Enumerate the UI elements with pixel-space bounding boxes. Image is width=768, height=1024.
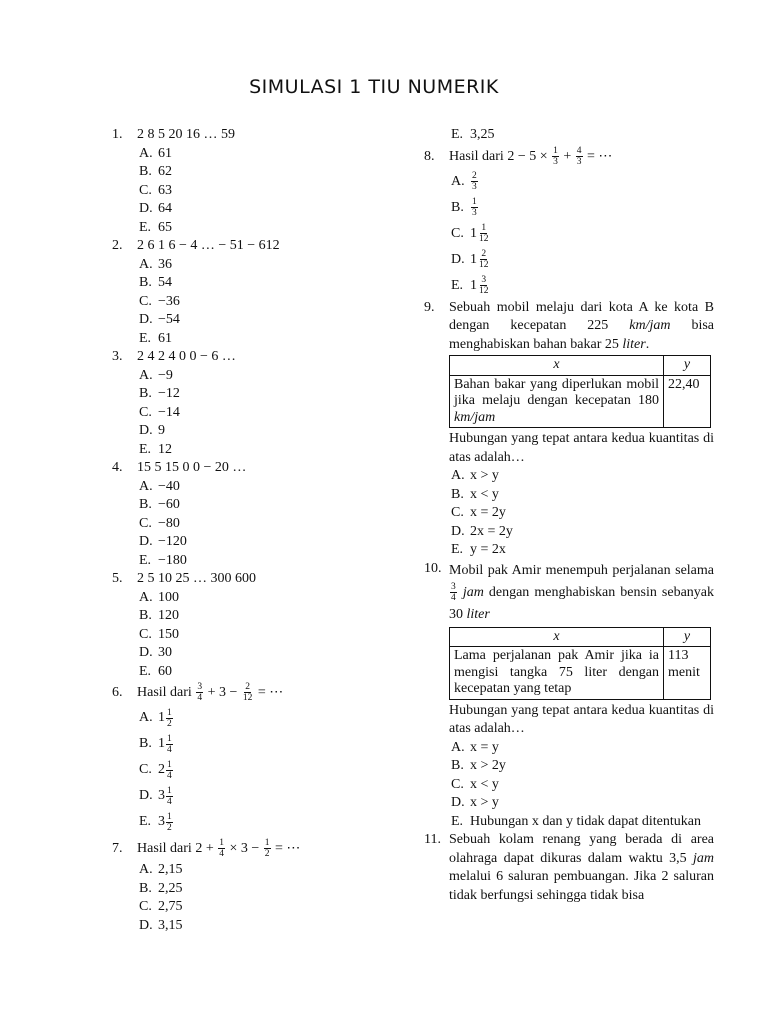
numerator: 1: [167, 811, 172, 822]
option-letter: D.: [139, 312, 153, 327]
option-text: 2x = 2y: [470, 523, 513, 539]
option-letter: E.: [139, 219, 152, 235]
option-text: Hubungan x dan y tidak dapat ditentukan: [470, 813, 701, 829]
option-text: x > y: [470, 795, 499, 810]
text-part: bisa menghabiskan bahan bakar 25: [449, 318, 715, 352]
question-prefix: Hasil dari 2 +: [137, 841, 214, 856]
option-a: [139, 145, 342, 164]
option-c: [139, 182, 342, 201]
option-a: [451, 739, 714, 758]
question-text: 2 4 2 4 0 0 − 6 …: [137, 349, 236, 364]
option-a: [139, 478, 342, 497]
option-e: [139, 663, 342, 682]
option-d: [139, 917, 342, 936]
option-text: 62: [158, 164, 172, 179]
fraction: [264, 838, 271, 859]
text-part: dengan menghabiskan bensin sebanyak 30: [449, 584, 714, 622]
question-6: [112, 681, 342, 835]
fraction: [471, 171, 478, 192]
option-text: 9: [158, 423, 165, 438]
question-text: [449, 831, 714, 905]
option-c: [139, 404, 342, 423]
numerator: 2: [245, 682, 250, 693]
fraction: [166, 786, 173, 807]
option-letter: D.: [139, 201, 153, 216]
question-number: 7.: [112, 841, 123, 856]
option-text: 12: [158, 441, 172, 457]
option-d: [139, 200, 342, 219]
option-d: [139, 422, 342, 441]
option-letter: D.: [451, 795, 465, 810]
option-text: 3,25: [470, 127, 495, 142]
option-letter: C.: [451, 505, 464, 520]
cell-x: Lama perjalanan pak Amir jika ia mengisi tangka 75 liter dengan kecepatan yang tetap: [450, 647, 664, 700]
option-c: [139, 626, 342, 645]
option-letter: D.: [451, 523, 465, 539]
option-e: [139, 809, 342, 835]
option-d: [139, 644, 342, 663]
denominator: 3: [472, 182, 477, 192]
option-letter: E.: [451, 127, 464, 142]
question-number: 10.: [424, 560, 442, 576]
fraction: [576, 146, 583, 167]
option-letter: A.: [451, 173, 465, 189]
question-text: 2 6 1 6 − 4 … − 51 − 612: [137, 238, 280, 253]
option-letter: E.: [139, 814, 152, 829]
numerator: 2: [472, 171, 477, 181]
option-text: x < y: [470, 776, 499, 792]
options-list: [112, 367, 342, 460]
option-b: [139, 496, 342, 515]
unit: jam: [462, 584, 484, 600]
option-text: 3,15: [158, 917, 183, 933]
question-4: [112, 459, 342, 570]
option-d: [451, 523, 714, 542]
fraction: [166, 734, 173, 755]
question-text: [449, 560, 714, 626]
option-text: 64: [158, 201, 172, 216]
option-text: 36: [158, 256, 172, 272]
option-e: [451, 273, 714, 299]
option-text: 61: [158, 145, 172, 161]
option-text: −120: [158, 534, 187, 549]
option-letter: C.: [139, 762, 152, 777]
option-b: [139, 731, 342, 757]
whole-part: 1: [158, 736, 165, 751]
question-number: 2.: [112, 238, 123, 253]
whole-part: 3: [158, 788, 165, 803]
option-text: y = 2x: [470, 542, 506, 557]
question-number: 6.: [112, 685, 123, 700]
options-list: [112, 256, 342, 349]
cell-x: [450, 375, 664, 428]
operator: × 3 −: [229, 841, 260, 856]
numerator: 1: [472, 197, 477, 207]
option-letter: E.: [451, 813, 464, 829]
question-7: [112, 837, 342, 935]
options-list: [112, 861, 342, 935]
fraction: [166, 812, 173, 833]
option-e: [451, 541, 714, 560]
denominator: 12: [479, 286, 489, 296]
option-letter: C.: [139, 899, 152, 914]
option-c: [139, 898, 342, 917]
question-prefix: Hasil dari: [137, 685, 192, 700]
unit: liter: [466, 606, 490, 622]
option-letter: B.: [139, 608, 152, 623]
text-part: melalui 6 saluran pembuangan. Jika 2 saluran tidak berfungsi sehingga tidak bisa: [449, 869, 714, 903]
fraction: [166, 760, 173, 781]
option-letter: E.: [139, 330, 152, 346]
text-part: Sebuah mobil melaju dari kota A ke kota B dengan kecepatan 225: [449, 299, 714, 333]
option-a: [451, 169, 714, 195]
option-text: 60: [158, 663, 172, 679]
option-letter: A.: [139, 256, 153, 272]
option-letter: D.: [139, 423, 153, 438]
unit: km/jam: [454, 409, 496, 425]
option-letter: B.: [139, 736, 152, 751]
option-letter: A.: [139, 862, 153, 877]
option-a: [139, 589, 342, 608]
option-a: [451, 467, 714, 486]
option-letter: C.: [139, 626, 152, 642]
option-letter: C.: [139, 515, 152, 531]
option-letter: B.: [139, 164, 152, 179]
equals: = ⋯: [257, 685, 284, 700]
text-part: Sebuah kolam renang yang berada di area olahraga dapat dikuras dalam waktu 3,5: [449, 832, 714, 866]
option-e: [139, 441, 342, 460]
question-1: [112, 126, 342, 237]
text-part: Mobil pak Amir menempuh perjalanan selama: [449, 562, 714, 578]
denominator: 3: [553, 156, 558, 167]
fraction: [478, 249, 490, 270]
right-column: [424, 126, 714, 905]
options-list: [424, 467, 714, 560]
question-text: [137, 837, 342, 861]
option-letter: D.: [139, 917, 153, 933]
option-b: [139, 274, 342, 293]
option-text: x = y: [470, 739, 499, 755]
fraction: [242, 682, 254, 703]
option-text: 30: [158, 645, 172, 660]
option-letter: A.: [451, 739, 465, 755]
option-a: [139, 367, 342, 386]
fraction: [471, 197, 478, 218]
denominator: 4: [451, 592, 456, 603]
fraction: [166, 708, 173, 729]
question-text: 2 8 5 20 16 … 59: [137, 127, 235, 142]
quantity-table: [449, 355, 711, 428]
option-d: [451, 247, 714, 273]
denominator: 4: [167, 744, 172, 755]
option-text: −36: [158, 293, 180, 309]
option-letter: B.: [139, 497, 152, 512]
question-text: 15 5 15 0 0 − 20 …: [137, 460, 247, 475]
operator: +: [563, 148, 572, 164]
option-e: [139, 219, 342, 238]
options-list-extra: [424, 813, 714, 832]
option-a: [139, 256, 342, 275]
option-text: x = 2y: [470, 505, 506, 520]
option-text: x > 2y: [470, 758, 506, 773]
header-x: x: [450, 356, 664, 376]
question-10: [424, 560, 714, 832]
option-b: [139, 163, 342, 182]
denominator: 4: [167, 770, 172, 781]
option-letter: B.: [139, 386, 152, 401]
whole-part: 1: [470, 225, 477, 241]
option-text: −60: [158, 497, 180, 512]
cell-y: 113 menit: [664, 647, 711, 700]
option-letter: C.: [139, 293, 152, 309]
question-prompt: Hubungan yang tepat antara kedua kuantitas di atas adalah…: [449, 431, 714, 465]
option-letter: E.: [139, 663, 152, 679]
option-c: [139, 293, 342, 312]
option-text: 65: [158, 219, 172, 235]
option-a: [139, 705, 342, 731]
option-letter: C.: [139, 404, 152, 420]
option-letter: E.: [451, 277, 464, 293]
whole-part: 1: [470, 277, 477, 293]
header-x: x: [450, 627, 664, 647]
option-text: x < y: [470, 486, 499, 502]
question-number: 5.: [112, 571, 123, 586]
option-letter: D.: [139, 534, 153, 549]
option-b: [139, 880, 342, 899]
option-text: −9: [158, 367, 173, 383]
numerator: 3: [481, 275, 487, 285]
fraction: [552, 146, 559, 167]
options-list: [112, 705, 342, 835]
option-text: 2,25: [158, 880, 183, 896]
numerator: 1: [167, 785, 172, 796]
header-y: y: [664, 627, 711, 647]
question-number: 4.: [112, 460, 123, 475]
left-column: [112, 126, 342, 935]
option-c: [451, 776, 714, 795]
option-text: −14: [158, 404, 180, 420]
option-text: −80: [158, 515, 180, 531]
option-letter: A.: [451, 468, 465, 483]
option-letter: A.: [139, 478, 153, 494]
option-e: [139, 330, 342, 349]
option-letter: C.: [451, 225, 464, 241]
option-text: 2,75: [158, 899, 183, 914]
numerator: 1: [219, 838, 224, 849]
options-list-continued: [424, 126, 714, 145]
numerator: 1: [264, 838, 270, 849]
denominator: 12: [242, 693, 253, 704]
question-text: [449, 299, 714, 355]
operator: + 3 −: [207, 685, 238, 700]
option-b: [451, 486, 714, 505]
option-letter: E.: [139, 441, 152, 457]
header-y: y: [664, 356, 711, 376]
option-letter: A.: [139, 367, 153, 383]
options-list: [112, 478, 342, 571]
question-5: [112, 570, 342, 681]
unit: km/jam: [629, 318, 671, 333]
fraction: [478, 275, 490, 296]
question-number: 1.: [112, 127, 123, 142]
option-text: 61: [158, 330, 172, 346]
option-e: [451, 813, 714, 832]
option-e: [451, 126, 714, 145]
option-text: 120: [158, 608, 179, 623]
option-e: [139, 552, 342, 571]
option-letter: B.: [451, 199, 464, 215]
options-list: [424, 169, 714, 299]
option-a: [139, 861, 342, 880]
options-list: [424, 739, 714, 813]
unit: liter: [622, 336, 646, 352]
fraction: [450, 582, 457, 603]
option-letter: A.: [139, 145, 153, 161]
option-d: [139, 533, 342, 552]
option-letter: A.: [139, 710, 153, 725]
option-c: [451, 221, 714, 247]
option-d: [451, 794, 714, 813]
option-b: [139, 607, 342, 626]
option-text: 150: [158, 626, 179, 642]
numerator: 3: [197, 682, 203, 693]
denominator: 2: [167, 718, 172, 729]
option-letter: D.: [451, 251, 465, 267]
option-b: [451, 757, 714, 776]
question-8: [424, 145, 714, 299]
question-prompt: Hubungan yang tepat antara kedua kuantitas di atas adalah…: [449, 702, 714, 736]
option-letter: B.: [139, 275, 152, 290]
option-text: −54: [158, 312, 180, 327]
options-list: [112, 145, 342, 238]
denominator: 4: [197, 693, 203, 704]
question-3: [112, 348, 342, 459]
option-text: x > y: [470, 468, 499, 483]
question-2: [112, 237, 342, 348]
denominator: 4: [219, 849, 224, 860]
question-text: [137, 681, 342, 705]
denominator: 2: [167, 822, 172, 833]
text-part: .: [645, 336, 650, 352]
option-text: −180: [158, 552, 187, 568]
cell-y: 22,40: [664, 375, 711, 428]
option-letter: B.: [139, 880, 152, 896]
numerator: 3: [451, 581, 456, 592]
question-number: 9.: [424, 299, 435, 315]
denominator: 2: [264, 849, 270, 860]
option-c: [139, 515, 342, 534]
numerator: 4: [576, 145, 582, 156]
option-c: [451, 504, 714, 523]
numerator: 1: [167, 733, 172, 744]
equals: = ⋯: [587, 148, 613, 164]
denominator: 12: [479, 234, 489, 244]
option-c: [139, 757, 342, 783]
option-b: [139, 385, 342, 404]
question-11: [424, 831, 714, 905]
question-text: 2 5 10 25 … 300 600: [137, 571, 256, 586]
cell-text: Bahan bakar yang diperlukan mobil jika melaju dengan kecepatan 180: [454, 376, 659, 408]
whole-part: 1: [158, 710, 165, 725]
question-number: 3.: [112, 349, 123, 364]
denominator: 3: [576, 156, 582, 167]
whole-part: 1: [470, 251, 477, 267]
numerator: 1: [481, 223, 487, 233]
page-title: SIMULASI 1 TIU NUMERIK: [249, 76, 499, 98]
denominator: 4: [167, 796, 172, 807]
option-letter: E.: [139, 552, 152, 568]
option-letter: A.: [139, 589, 153, 605]
question-number: 11.: [424, 832, 441, 847]
question-prefix: Hasil dari 2 − 5 ×: [449, 148, 548, 164]
fraction: [218, 838, 225, 859]
option-b: [451, 195, 714, 221]
option-d: [139, 783, 342, 809]
option-letter: C.: [451, 776, 464, 792]
option-text: 2,15: [158, 862, 183, 877]
options-list: [112, 589, 342, 682]
denominator: 3: [472, 208, 477, 218]
option-text: 63: [158, 182, 172, 198]
option-letter: B.: [451, 486, 464, 502]
numerator: 1: [167, 707, 172, 718]
option-letter: E.: [451, 542, 464, 557]
whole-part: 3: [158, 814, 165, 829]
option-d: [139, 311, 342, 330]
option-text: −12: [158, 386, 180, 401]
fraction: [196, 682, 203, 703]
fraction: [478, 223, 490, 244]
option-text: −40: [158, 478, 180, 494]
unit: jam: [693, 850, 714, 866]
numerator: 1: [167, 759, 172, 770]
option-letter: B.: [451, 758, 464, 773]
question-number: 8.: [424, 148, 435, 164]
equals: = ⋯: [275, 841, 301, 856]
option-letter: C.: [139, 182, 152, 198]
option-letter: D.: [139, 788, 153, 803]
denominator: 12: [479, 260, 489, 270]
option-text: 100: [158, 589, 179, 605]
numerator: 1: [553, 145, 558, 156]
whole-part: 2: [158, 762, 165, 777]
quantity-table: [449, 627, 711, 700]
option-letter: D.: [139, 645, 153, 660]
question-text: [449, 145, 714, 169]
numerator: 2: [481, 249, 487, 259]
question-9: [424, 299, 714, 560]
option-text: 54: [158, 275, 172, 290]
